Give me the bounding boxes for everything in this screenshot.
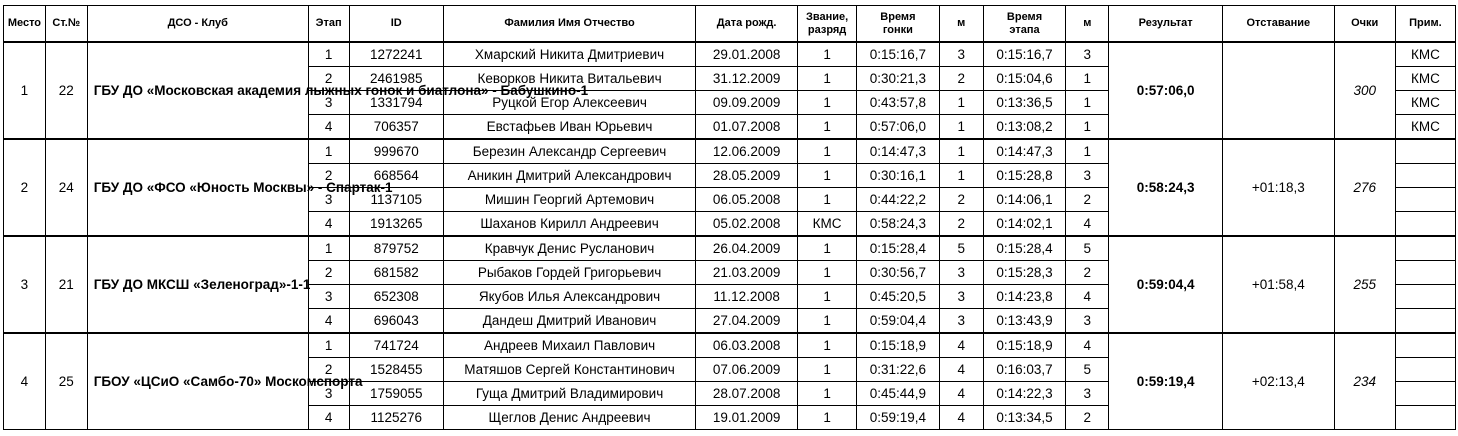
member-stage-time: 0:14:47,3 bbox=[983, 139, 1066, 164]
member-dob: 01.07.2008 bbox=[696, 115, 798, 140]
member-id: 1528455 bbox=[349, 358, 443, 382]
member-stage: 1 bbox=[308, 42, 349, 67]
member-race-pos: 4 bbox=[939, 358, 983, 382]
member-race-pos: 3 bbox=[939, 285, 983, 309]
member-id: 1137105 bbox=[349, 188, 443, 212]
member-stage-pos: 4 bbox=[1066, 285, 1109, 309]
header-note: Прим. bbox=[1395, 6, 1455, 43]
team-club: ГБУ ДО «ФСО «Юность Москвы» - Спартак-1 bbox=[87, 139, 308, 236]
member-note bbox=[1395, 261, 1455, 285]
member-rank: 1 bbox=[798, 406, 857, 430]
member-dob: 12.06.2009 bbox=[696, 139, 798, 164]
member-race-pos: 5 bbox=[939, 236, 983, 261]
member-stage: 3 bbox=[308, 91, 349, 115]
member-race-time: 0:44:22,2 bbox=[857, 188, 940, 212]
member-dob: 06.05.2008 bbox=[696, 188, 798, 212]
member-rank: 1 bbox=[798, 67, 857, 91]
header-id: ID bbox=[349, 6, 443, 43]
member-stage-pos: 3 bbox=[1066, 164, 1109, 188]
team-place: 2 bbox=[4, 139, 46, 236]
member-race-pos: 1 bbox=[939, 139, 983, 164]
member-rank: 1 bbox=[798, 188, 857, 212]
member-race-time: 0:59:04,4 bbox=[857, 309, 940, 334]
member-stage-time: 0:13:36,5 bbox=[983, 91, 1066, 115]
member-race-pos: 1 bbox=[939, 115, 983, 140]
member-stage: 4 bbox=[308, 115, 349, 140]
member-name: Руцкой Егор Алексеевич bbox=[443, 91, 695, 115]
team-gap: +01:58,4 bbox=[1223, 236, 1335, 333]
member-stage: 1 bbox=[308, 236, 349, 261]
member-race-time: 0:45:20,5 bbox=[857, 285, 940, 309]
member-stage-time: 0:13:43,9 bbox=[983, 309, 1066, 334]
member-dob: 07.06.2009 bbox=[696, 358, 798, 382]
member-stage: 2 bbox=[308, 358, 349, 382]
member-dob: 11.12.2008 bbox=[696, 285, 798, 309]
member-stage-pos: 1 bbox=[1066, 139, 1109, 164]
member-stage-time: 0:14:22,3 bbox=[983, 382, 1066, 406]
member-stage-pos: 3 bbox=[1066, 309, 1109, 334]
team-place: 3 bbox=[4, 236, 46, 333]
member-id: 1125276 bbox=[349, 406, 443, 430]
member-stage-time: 0:13:08,2 bbox=[983, 115, 1066, 140]
member-stage: 3 bbox=[308, 188, 349, 212]
member-dob: 31.12.2009 bbox=[696, 67, 798, 91]
member-stage-pos: 2 bbox=[1066, 261, 1109, 285]
member-race-time: 0:30:56,7 bbox=[857, 261, 940, 285]
member-note bbox=[1395, 309, 1455, 334]
header-stage-pos: м bbox=[1066, 6, 1109, 43]
member-rank: 1 bbox=[798, 333, 857, 358]
team-start-no: 24 bbox=[45, 139, 87, 236]
member-stage: 1 bbox=[308, 333, 349, 358]
table-row bbox=[4, 42, 1456, 67]
header-club: ДСО - Клуб bbox=[87, 6, 308, 43]
member-race-pos: 3 bbox=[939, 42, 983, 67]
member-stage-time: 0:15:18,9 bbox=[983, 333, 1066, 358]
header-row bbox=[4, 6, 1456, 43]
header-stage-time bbox=[983, 6, 1066, 43]
member-race-time: 0:15:18,9 bbox=[857, 333, 940, 358]
member-name: Дандеш Дмитрий Иванович bbox=[443, 309, 695, 334]
team-start-no: 21 bbox=[45, 236, 87, 333]
member-name: Мишин Георгий Артемович bbox=[443, 188, 695, 212]
header-gap: Отставание bbox=[1223, 6, 1335, 43]
member-rank: 1 bbox=[798, 285, 857, 309]
table-row bbox=[4, 333, 1456, 358]
member-stage-pos: 2 bbox=[1066, 406, 1109, 430]
member-note: КМС bbox=[1395, 42, 1455, 67]
member-stage-pos: 4 bbox=[1066, 212, 1109, 237]
member-race-pos: 4 bbox=[939, 333, 983, 358]
header-stage: Этап bbox=[308, 6, 349, 43]
member-id: 2461985 bbox=[349, 67, 443, 91]
member-note bbox=[1395, 236, 1455, 261]
member-stage-pos: 3 bbox=[1066, 382, 1109, 406]
member-dob: 26.04.2009 bbox=[696, 236, 798, 261]
team-result: 0:58:24,3 bbox=[1109, 139, 1223, 236]
team-place: 1 bbox=[4, 42, 46, 139]
member-name: Евстафьев Иван Юрьевич bbox=[443, 115, 695, 140]
team-points: 276 bbox=[1334, 139, 1395, 236]
member-name: Аникин Дмитрий Александрович bbox=[443, 164, 695, 188]
member-rank: 1 bbox=[798, 382, 857, 406]
member-id: 706357 bbox=[349, 115, 443, 140]
member-race-pos: 2 bbox=[939, 188, 983, 212]
results-body bbox=[4, 42, 1456, 430]
member-name: Рыбаков Гордей Григорьевич bbox=[443, 261, 695, 285]
member-stage: 2 bbox=[308, 261, 349, 285]
member-race-pos: 2 bbox=[939, 67, 983, 91]
member-race-time: 0:57:06,0 bbox=[857, 115, 940, 140]
member-id: 999670 bbox=[349, 139, 443, 164]
member-note bbox=[1395, 285, 1455, 309]
member-stage-time: 0:15:28,4 bbox=[983, 236, 1066, 261]
member-rank: КМС bbox=[798, 212, 857, 237]
team-club: ГБУ ДО «Московская академия лыжных гонок и биатлона» - Бабушкино-1 bbox=[87, 42, 308, 139]
team-start-no: 22 bbox=[45, 42, 87, 139]
member-id: 741724 bbox=[349, 333, 443, 358]
member-rank: 1 bbox=[798, 358, 857, 382]
member-id: 1331794 bbox=[349, 91, 443, 115]
member-stage-time: 0:15:28,3 bbox=[983, 261, 1066, 285]
member-name: Якубов Илья Александрович bbox=[443, 285, 695, 309]
team-place: 4 bbox=[4, 333, 46, 430]
member-race-time: 0:30:21,3 bbox=[857, 67, 940, 91]
member-name: Хмарский Никита Дмитриевич bbox=[443, 42, 695, 67]
member-note bbox=[1395, 139, 1455, 164]
member-race-time: 0:31:22,6 bbox=[857, 358, 940, 382]
team-result: 0:57:06,0 bbox=[1109, 42, 1223, 139]
header-start-no: Ст.№ bbox=[45, 6, 87, 43]
member-race-time: 0:14:47,3 bbox=[857, 139, 940, 164]
team-points: 234 bbox=[1334, 333, 1395, 430]
member-dob: 09.09.2009 bbox=[696, 91, 798, 115]
member-stage-time: 0:14:06,1 bbox=[983, 188, 1066, 212]
header-points: Очки bbox=[1334, 6, 1395, 43]
member-id: 652308 bbox=[349, 285, 443, 309]
team-result: 0:59:04,4 bbox=[1109, 236, 1223, 333]
member-race-time: 0:15:28,4 bbox=[857, 236, 940, 261]
member-stage-pos: 1 bbox=[1066, 67, 1109, 91]
member-stage: 1 bbox=[308, 139, 349, 164]
member-stage-pos: 5 bbox=[1066, 236, 1109, 261]
member-stage: 3 bbox=[308, 382, 349, 406]
member-race-time: 0:45:44,9 bbox=[857, 382, 940, 406]
team-start-no: 25 bbox=[45, 333, 87, 430]
member-stage-time: 0:13:34,5 bbox=[983, 406, 1066, 430]
member-dob: 28.07.2008 bbox=[696, 382, 798, 406]
member-id: 681582 bbox=[349, 261, 443, 285]
member-note: КМС bbox=[1395, 91, 1455, 115]
header-stage-time-label: Время этапа bbox=[1006, 10, 1043, 36]
member-race-pos: 3 bbox=[939, 309, 983, 334]
header-race-time-label: Время гонки bbox=[880, 10, 916, 36]
member-dob: 27.04.2009 bbox=[696, 309, 798, 334]
member-stage-time: 0:15:28,8 bbox=[983, 164, 1066, 188]
member-stage-time: 0:14:23,8 bbox=[983, 285, 1066, 309]
header-place: Место bbox=[4, 6, 46, 43]
member-stage: 2 bbox=[308, 67, 349, 91]
header-dob: Дата рожд. bbox=[696, 6, 798, 43]
member-race-time: 0:59:19,4 bbox=[857, 406, 940, 430]
header-result: Результат bbox=[1109, 6, 1223, 43]
table-row bbox=[4, 236, 1456, 261]
member-race-pos: 2 bbox=[939, 212, 983, 237]
member-dob: 05.02.2008 bbox=[696, 212, 798, 237]
team-result: 0:59:19,4 bbox=[1109, 333, 1223, 430]
member-rank: 1 bbox=[798, 309, 857, 334]
member-name: Матяшов Сергей Константинович bbox=[443, 358, 695, 382]
team-points: 255 bbox=[1334, 236, 1395, 333]
member-name: Андреев Михаил Павлович bbox=[443, 333, 695, 358]
member-dob: 21.03.2009 bbox=[696, 261, 798, 285]
member-stage-pos: 3 bbox=[1066, 42, 1109, 67]
team-gap bbox=[1223, 42, 1335, 139]
member-note bbox=[1395, 382, 1455, 406]
member-note: КМС bbox=[1395, 67, 1455, 91]
member-race-time: 0:58:24,3 bbox=[857, 212, 940, 237]
member-note bbox=[1395, 358, 1455, 382]
member-name: Гуща Дмитрий Владимирович bbox=[443, 382, 695, 406]
member-note bbox=[1395, 406, 1455, 430]
member-dob: 29.01.2008 bbox=[696, 42, 798, 67]
member-note bbox=[1395, 333, 1455, 358]
member-name: Шаханов Кирилл Андреевич bbox=[443, 212, 695, 237]
member-stage-pos: 2 bbox=[1066, 188, 1109, 212]
member-id: 668564 bbox=[349, 164, 443, 188]
header-name: Фамилия Имя Отчество bbox=[443, 6, 695, 43]
member-name: Березин Александр Сергеевич bbox=[443, 139, 695, 164]
member-dob: 28.05.2009 bbox=[696, 164, 798, 188]
member-rank: 1 bbox=[798, 236, 857, 261]
member-race-pos: 3 bbox=[939, 261, 983, 285]
table-row bbox=[4, 139, 1456, 164]
member-note: КМС bbox=[1395, 115, 1455, 140]
member-race-time: 0:30:16,1 bbox=[857, 164, 940, 188]
member-note bbox=[1395, 164, 1455, 188]
member-dob: 06.03.2008 bbox=[696, 333, 798, 358]
member-stage-time: 0:15:04,6 bbox=[983, 67, 1066, 91]
member-stage-time: 0:15:16,7 bbox=[983, 42, 1066, 67]
member-id: 1759055 bbox=[349, 382, 443, 406]
header-race-time bbox=[857, 6, 940, 43]
member-id: 696043 bbox=[349, 309, 443, 334]
member-rank: 1 bbox=[798, 115, 857, 140]
header-race-pos: м bbox=[939, 6, 983, 43]
header-rank-label: Звание, разряд bbox=[805, 10, 849, 36]
member-stage-time: 0:16:03,7 bbox=[983, 358, 1066, 382]
member-id: 1913265 bbox=[349, 212, 443, 237]
member-rank: 1 bbox=[798, 261, 857, 285]
member-rank: 1 bbox=[798, 139, 857, 164]
member-name: Кеворков Никита Витальевич bbox=[443, 67, 695, 91]
member-stage-pos: 1 bbox=[1066, 115, 1109, 140]
member-stage-time: 0:14:02,1 bbox=[983, 212, 1066, 237]
member-stage-pos: 1 bbox=[1066, 91, 1109, 115]
header-rank bbox=[798, 6, 857, 43]
team-gap: +01:18,3 bbox=[1223, 139, 1335, 236]
member-stage: 4 bbox=[308, 309, 349, 334]
team-club: ГБОУ «ЦСиО «Самбо-70» Москомспорта bbox=[87, 333, 308, 430]
team-gap: +02:13,4 bbox=[1223, 333, 1335, 430]
member-race-pos: 4 bbox=[939, 382, 983, 406]
member-name: Кравчук Денис Русланович bbox=[443, 236, 695, 261]
member-race-time: 0:15:16,7 bbox=[857, 42, 940, 67]
team-club: ГБУ ДО МКСШ «Зеленоград»-1-1 bbox=[87, 236, 308, 333]
results-table bbox=[3, 5, 1456, 430]
member-rank: 1 bbox=[798, 42, 857, 67]
member-stage: 2 bbox=[308, 164, 349, 188]
member-race-pos: 4 bbox=[939, 406, 983, 430]
member-race-pos: 1 bbox=[939, 164, 983, 188]
member-id: 1272241 bbox=[349, 42, 443, 67]
member-race-pos: 1 bbox=[939, 91, 983, 115]
team-points: 300 bbox=[1334, 42, 1395, 139]
member-stage-pos: 4 bbox=[1066, 333, 1109, 358]
member-stage: 4 bbox=[308, 212, 349, 237]
member-stage: 4 bbox=[308, 406, 349, 430]
member-rank: 1 bbox=[798, 91, 857, 115]
member-rank: 1 bbox=[798, 164, 857, 188]
member-name: Щеглов Денис Андреевич bbox=[443, 406, 695, 430]
member-stage-pos: 5 bbox=[1066, 358, 1109, 382]
member-note bbox=[1395, 188, 1455, 212]
member-note bbox=[1395, 212, 1455, 237]
member-stage: 3 bbox=[308, 285, 349, 309]
member-race-time: 0:43:57,8 bbox=[857, 91, 940, 115]
member-id: 879752 bbox=[349, 236, 443, 261]
member-dob: 19.01.2009 bbox=[696, 406, 798, 430]
